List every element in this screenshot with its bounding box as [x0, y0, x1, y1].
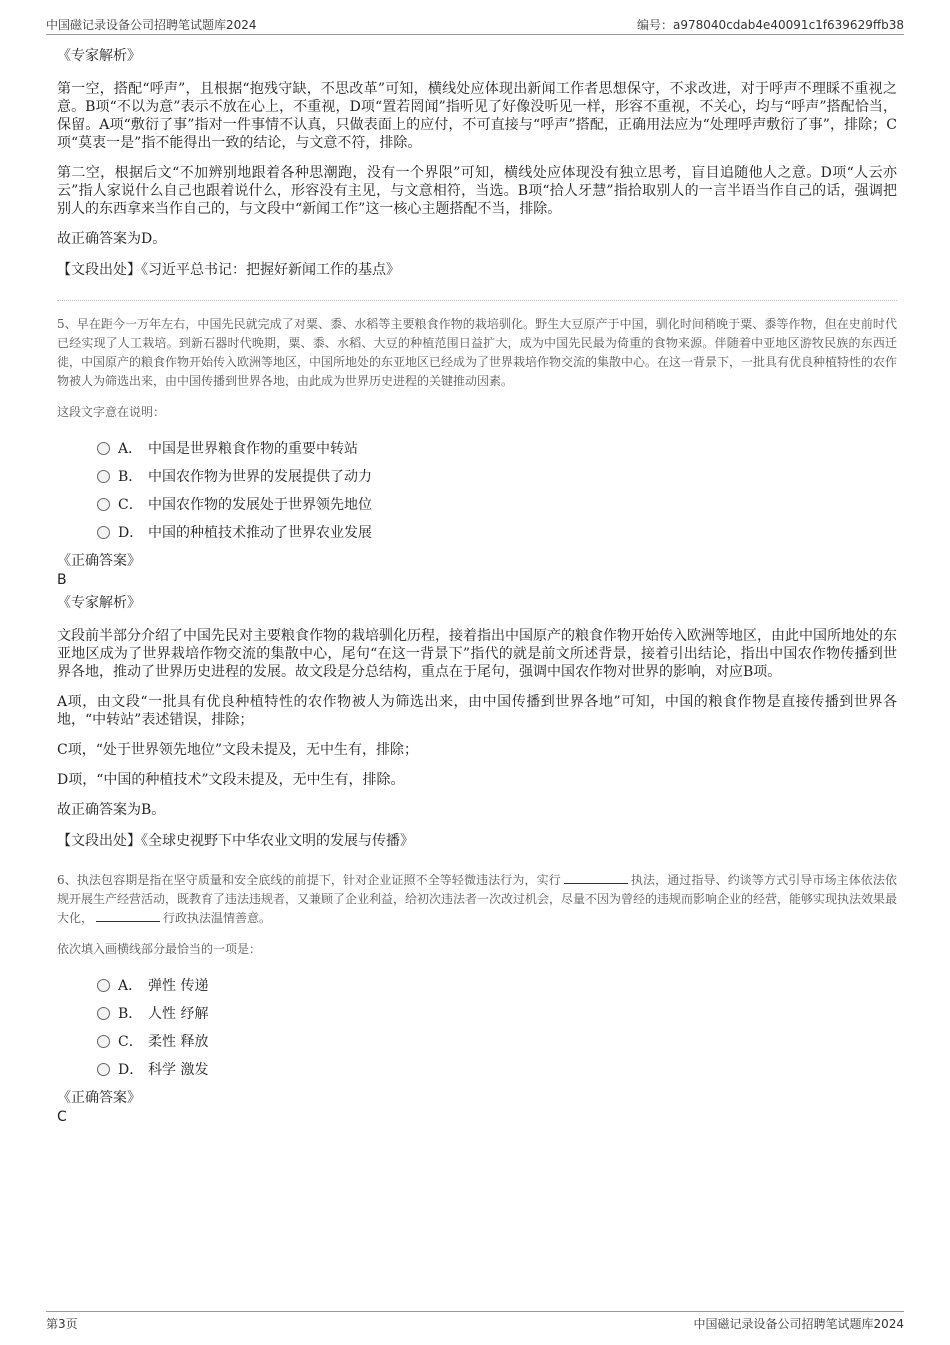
- option-letter: A．: [118, 978, 143, 994]
- option-text: 中国农作物为世界的发展提供了动力: [148, 469, 372, 485]
- q5-option-c[interactable]: [97, 495, 897, 515]
- page-footer: [46, 1311, 904, 1332]
- q4-analysis-para-1: 第一空，搭配“呼声”，且根据“抱残守缺，不思改革”可知，横线处应体现出新闻工作者思想保守，不求改进，对于呼声不理睬不重视之意。B项“不以为意”表示不放在心上，不重视，D项“置若罔闻”指听见了好像没听见一样，形容不重视，不关心，均与“呼声”搭配恰当，保留。A项“敷衍了事”指对一件事情不认真，只做表面上的应付，不可直接与“呼声”搭配，正确用法应为“处理呼声敷衍了事”，排除；C项“莫衷一是”指不能得出一致的结论，与文意不符，排除。: [57, 81, 897, 151]
- q4-source: 【文段出处】《习近平总书记：把握好新闻工作的基点》: [57, 262, 400, 278]
- option-letter: D．: [118, 1062, 144, 1078]
- q6-stem: [57, 871, 897, 928]
- option-text: 人性 纾解: [148, 1006, 209, 1022]
- option-letter: B．: [118, 1006, 143, 1022]
- q4-expert-label: 《专家解析》: [57, 48, 141, 64]
- q6-stem-part-2: 执法，通过指导、约谈等方式引导市场主体依法依规开展生产经营活动，既教育了违法违规者，又兼顾了企业利益，给初次违法者一次改过机会，尽量不因为曾经的违规而影响企业的经营，能够实现执法效果最大化，: [57, 873, 898, 925]
- page-content: [57, 46, 897, 1130]
- q6-option-d[interactable]: [97, 1060, 897, 1080]
- fill-blank-2: [96, 909, 160, 922]
- q5-prompt: 这段文字意在说明：: [57, 405, 166, 419]
- fill-blank-1: [564, 871, 628, 884]
- option-letter: D．: [118, 525, 144, 541]
- option-letter: B．: [118, 469, 143, 485]
- q5-stem: 5、早在距今一万年左右，中国先民就完成了对粟、黍、水稻等主要粮食作物的栽培驯化。野生大豆原产于中国，驯化时间稍晚于粟、黍等作物，但在史前时代已经实现了人工栽培。到新石器时代晚期，粟、黍、水稻、大豆的种植范围日益扩大，成为中国先民最为倚重的食物来源。伴随着中亚地区游牧民族的东西迁徙，中国原产的粮食作物开始传入欧洲等地区，中国所地处的东亚地区已经成为了世界栽培作物交流的集散中心。在这一背景下，一批具有优良种植特性的农作物被人为筛选出来，由中国传播到世界各地，由此成为世界历史进程的关键推动因素。: [57, 317, 898, 388]
- radio-icon[interactable]: [97, 1035, 110, 1048]
- q5-analysis-conclusion: 故正确答案为B。: [57, 802, 166, 818]
- q5-analysis-para-2: A项，由文段“一批具有优良种植特性的农作物被人为筛选出来，由中国传播到世界各地”可知，中国的粮食作物是直接传播到世界各地，“中转站”表述错误，排除；: [57, 694, 897, 728]
- q5-option-a[interactable]: [97, 439, 897, 459]
- radio-icon[interactable]: [97, 1063, 110, 1076]
- radio-icon[interactable]: [97, 526, 110, 539]
- option-letter: A．: [118, 441, 143, 457]
- q5-expert-label: 《专家解析》: [57, 595, 141, 611]
- q6-answer-label: 《正确答案》: [57, 1090, 141, 1106]
- option-text: 中国的种植技术推动了世界农业发展: [148, 525, 372, 541]
- option-letter: C．: [118, 497, 143, 513]
- q5-answer-label: 《正确答案》: [57, 553, 141, 569]
- page-header: [46, 14, 904, 35]
- q4-analysis-conclusion: 故正确答案为D。: [57, 231, 167, 247]
- q5-analysis-para-4: D项，“中国的种植技术”文段未提及，无中生有，排除。: [57, 772, 405, 788]
- q6-stem-part-3: 行政执法温情善意。: [163, 911, 272, 925]
- q6-option-c[interactable]: [97, 1032, 897, 1052]
- q5-source: 【文段出处】《全球史视野下中华农业文明的发展与传播》: [57, 833, 414, 849]
- radio-icon[interactable]: [97, 470, 110, 483]
- q5-option-b[interactable]: [97, 467, 897, 487]
- q5-option-d[interactable]: [97, 523, 897, 543]
- q4-analysis-para-2: 第二空，根据后文“不加辨别地跟着各种思潮跑，没有一个界限”可知，横线处应体现没有独立思考，盲目追随他人之意。D项“人云亦云”指人家说什么自己也跟着说什么，形容没有主见，与文意相符，当选。B项“拾人牙慧”指拾取别人的一言半语当作自己的话，强调把别人的东西拿来当作自己的，与文段中“新闻工作”这一核心主题搭配不当，排除。: [57, 165, 897, 217]
- radio-icon[interactable]: [97, 1007, 110, 1020]
- footer-title: 中国磁记录设备公司招聘笔试题库2024: [693, 1317, 904, 1331]
- option-letter: C．: [118, 1034, 143, 1050]
- q6-option-b[interactable]: [97, 1004, 897, 1024]
- option-text: 科学 激发: [148, 1062, 209, 1078]
- option-text: 中国农作物的发展处于世界领先地位: [148, 497, 372, 513]
- q6-answer: C: [57, 1109, 67, 1125]
- q6-option-a[interactable]: [97, 976, 897, 996]
- q5-analysis-para-3: C项，“处于世界领先地位”文段未提及，无中生有，排除；: [57, 742, 419, 758]
- question-divider: [57, 300, 897, 301]
- q5-analysis-para-1: 文段前半部分介绍了中国先民对主要粮食作物的栽培驯化历程，接着指出中国原产的粮食作物开始传入欧洲等地区，由此中国所地处的东亚地区成为了世界栽培作物交流的集散中心，尾句“在这一背景下”指代的就是前文所述背景，接着引出结论，指出中国农作物传播到世界各地，推动了世界历史进程的发展。故文段是分总结构，重点在于尾句，强调中国农作物对世界的影响，对应B项。: [57, 628, 897, 680]
- header-title: 中国磁记录设备公司招聘笔试题库2024: [46, 18, 257, 32]
- q6-stem-part-1: 6、执法包容期是指在坚守质量和安全底线的前提下，针对企业证照不全等轻微违法行为，实行: [57, 873, 561, 887]
- q6-prompt: 依次填入画横线部分最恰当的一项是：: [57, 942, 262, 956]
- option-text: 弹性 传递: [148, 978, 209, 994]
- radio-icon[interactable]: [97, 979, 110, 992]
- page-number: 第3页: [46, 1317, 78, 1331]
- option-text: 柔性 释放: [148, 1034, 209, 1050]
- q5-answer: B: [57, 572, 67, 588]
- radio-icon[interactable]: [97, 442, 110, 455]
- option-text: 中国是世界粮食作物的重要中转站: [148, 441, 358, 457]
- header-doc-id: 编号：a978040cdab4e40091c1f639629ffb38: [637, 18, 904, 32]
- radio-icon[interactable]: [97, 498, 110, 511]
